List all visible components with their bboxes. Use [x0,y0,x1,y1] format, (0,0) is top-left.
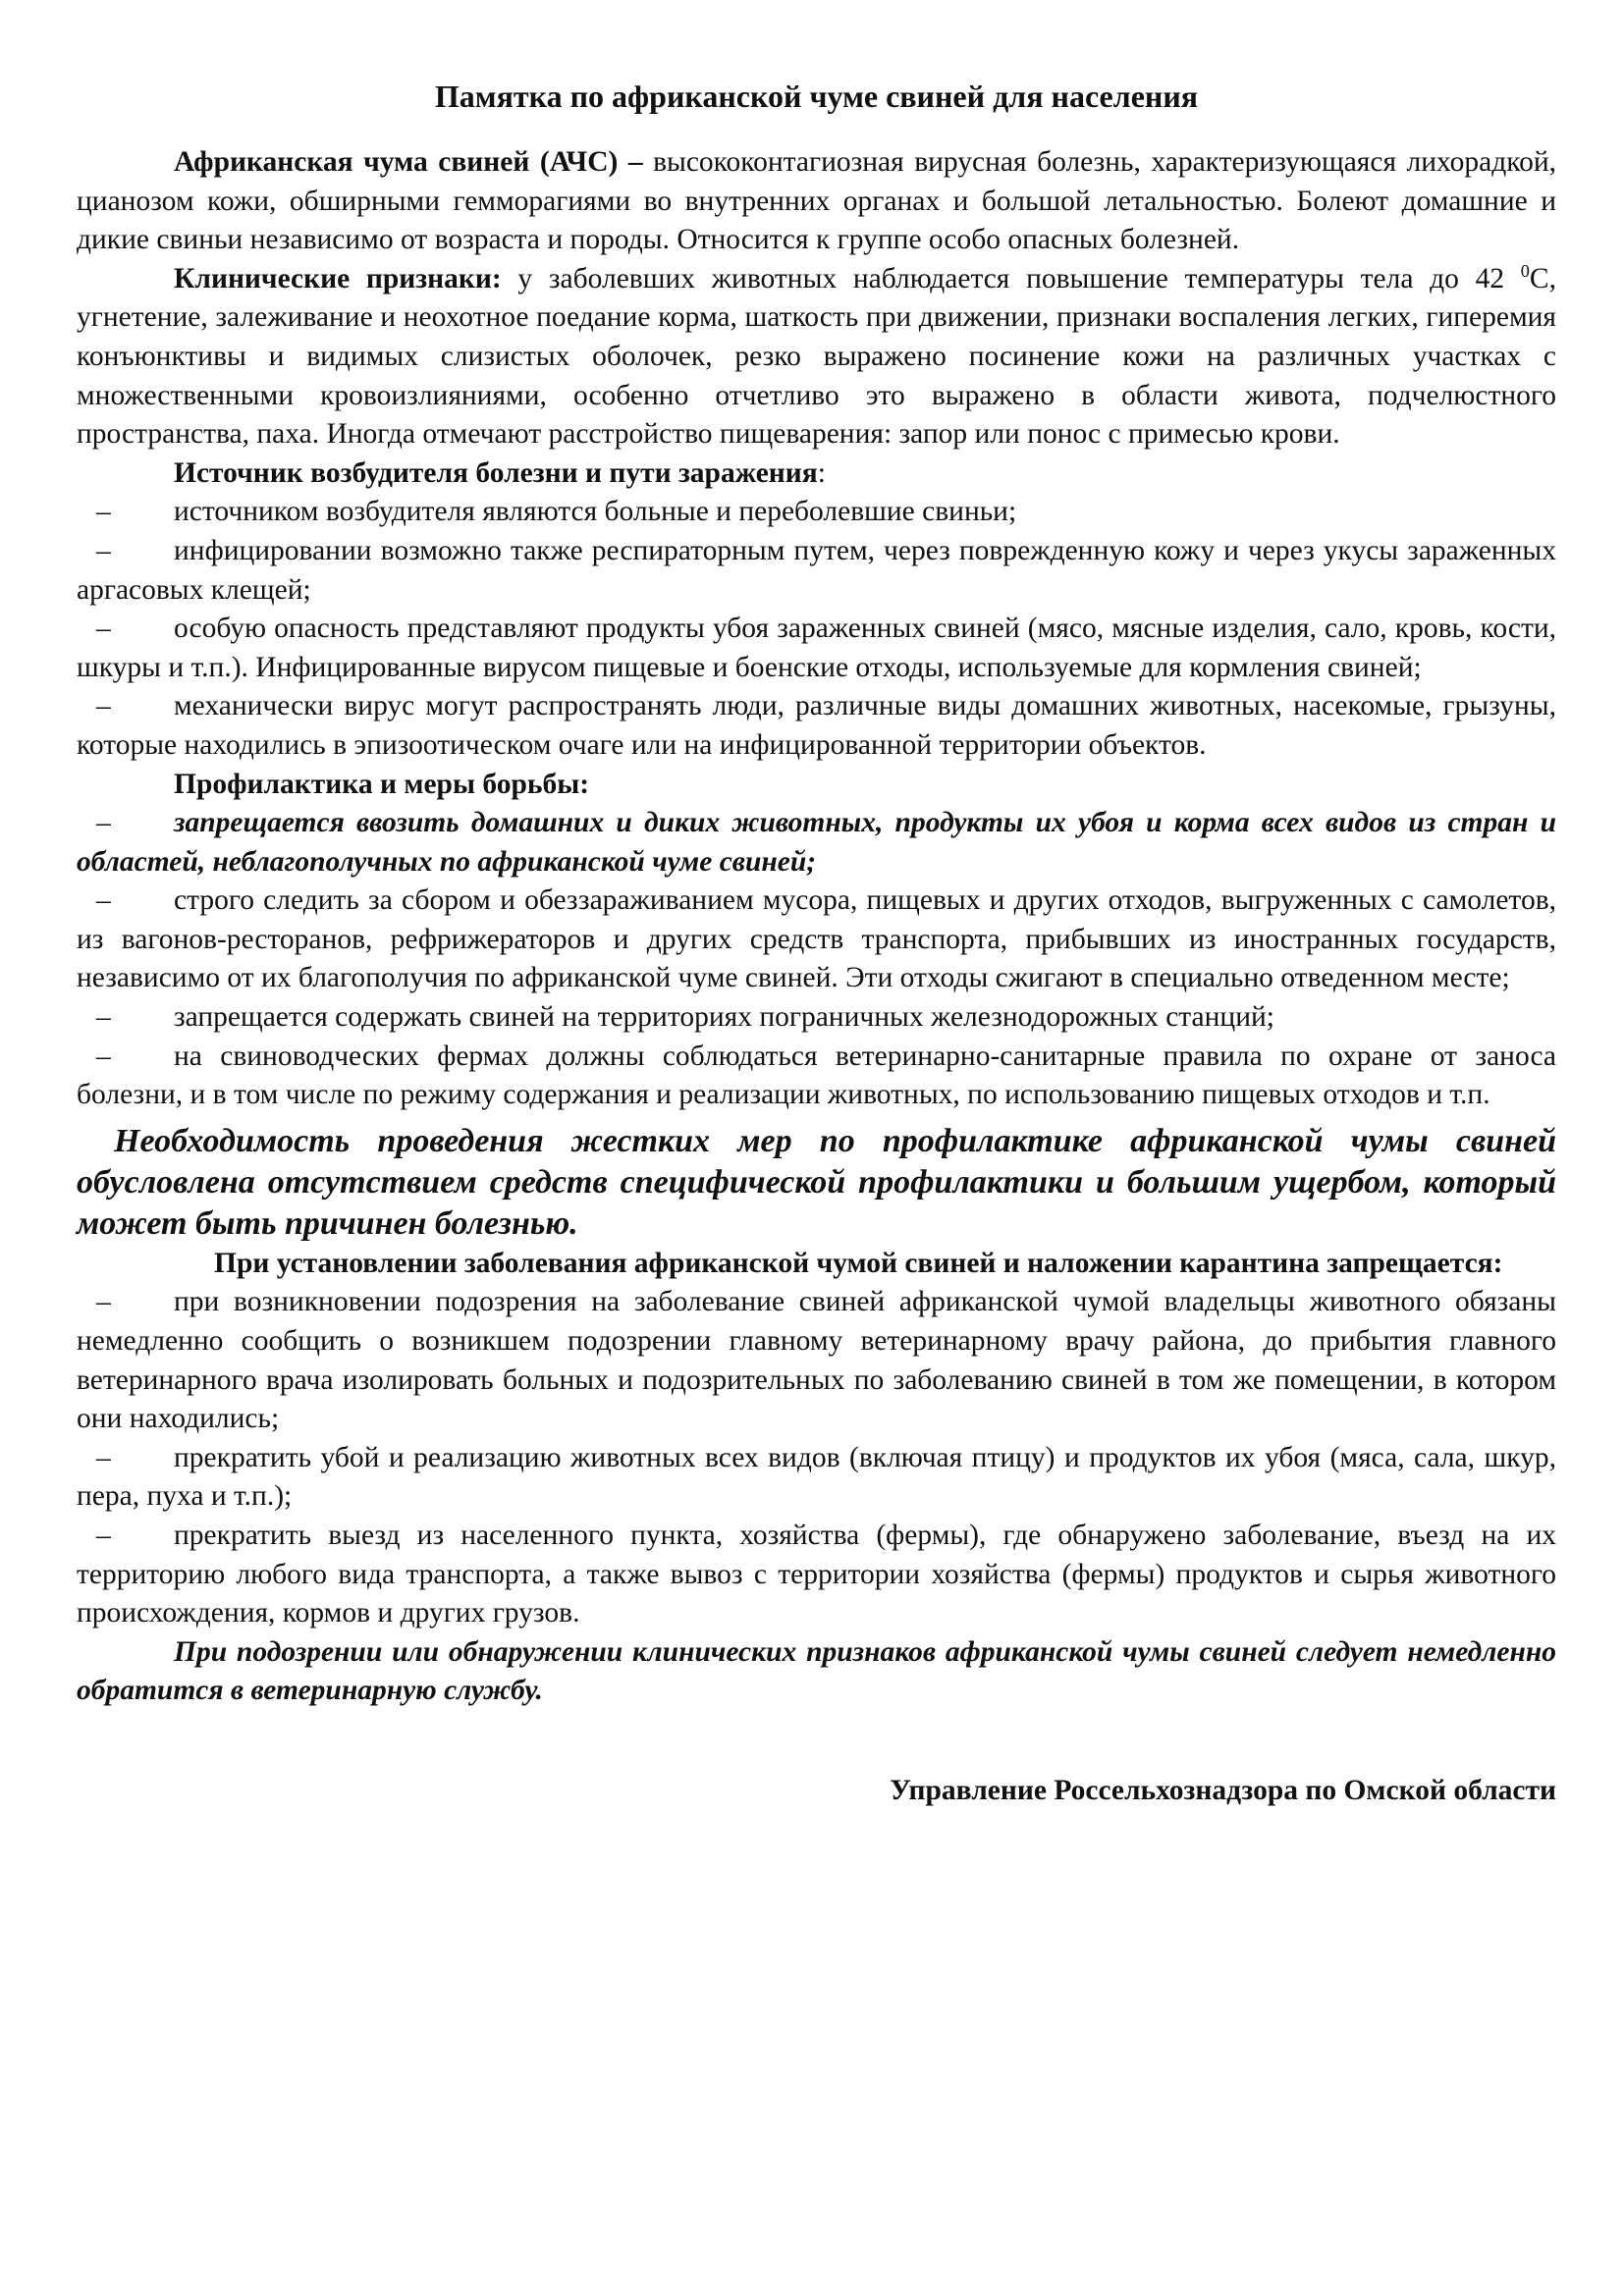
list-item-text: строго следить за сбором и обеззараживанием мусора, пищевых и других отходов, выгруженных с самолетов, из вагонов-ресторанов, рефрижераторов и других средств транспорта, прибывших из иностранных государств, независимо от их благополучия по африканской чуме свиней. Эти отходы сжигают в специально отведенном месте; [77,884,1556,994]
prevention-heading: Профилактика и меры борьбы: [174,768,590,800]
sources-list-item [77,610,1556,687]
quarantine-list-item [77,1283,1556,1438]
prevention-list-item [77,998,1556,1038]
dash-bullet: – [96,1286,111,1318]
list-item-text: особую опасность представляют продукты убоя зараженных свиней (мясо, мясные изделия, сало, кровь, кости, шкуры и т.п.). Инфицированные вирусом пищевые и боенские отходы, используемые для кормления свиней; [77,613,1556,683]
document-body [77,77,1556,1811]
sources-heading-colon: : [817,456,826,489]
clinical-signs-paragraph [77,260,1556,454]
dash-bullet: – [96,1441,111,1473]
dash-bullet: – [96,1040,111,1072]
sources-list-item [77,532,1556,610]
list-item-text: прекратить убой и реализацию животных всех видов (включая птицу) и продуктов их убоя (мяса, сала, шкур, пера, пуха и т.п.); [77,1441,1556,1513]
emphasis-statement: Необходимость проведения жестких мер по профилактике африканской чумы свиней обусловлена отсутствием средств специфической профилактики и большим ущербом, который может быть причинен болезнью. [77,1122,1556,1242]
sources-list-item [77,687,1556,765]
quarantine-list-item [77,1517,1556,1633]
dash-bullet: – [96,807,111,839]
clinical-signs-label: Клинические признаки: [174,262,502,294]
dash-bullet: – [96,1520,111,1551]
clinical-text-part2: С, угнетение, залеживание и неохотное поедание корма, шаткость при движении, признаки воспаления легких, гиперемия конъюнктивы и видимых слизистых оболочек, резко выражено посинение кожи на различных участках с множественными кровоизлияниями, особенно отчетливо это выражено в области живота, подчелюстного пространства, паха. Иногда отмечают расстройство пищеварения: запор или понос с примесью крови. [77,262,1556,451]
dash-bullet: – [96,690,111,722]
document-title: Памятка по африканской чуме свиней для населения [434,79,1199,114]
intro-paragraph [77,143,1556,260]
dash-bullet: – [96,884,111,917]
list-item-text: инфицировании возможно также респираторным путем, через поврежденную кожу и через укусы зараженных аргасовых клещей; [77,534,1556,606]
quarantine-list-item [77,1439,1556,1517]
list-item-text: механически вирус могут распространять люди, различные виды домашних животных, насекомые, грызуны, которые находились в эпизоотическом очаге или на инфицированной территории объектов. [77,690,1556,761]
list-item-text: запрещается ввозить домашних и диких животных, продукты их убоя и корма всех видов из стран и областей, неблагополучных по африканской чуме свиней; [77,807,1556,878]
sources-heading-text: Источник возбудителя болезни и пути заражения [174,456,818,489]
sources-heading [77,454,1556,494]
quarantine-heading: При установлении заболевания африканской чумой свиней и наложении карантина запрещается: [214,1247,1503,1279]
list-item-text: прекратить выезд из населенного пункта, хозяйства (фермы), где обнаружено заболевание, въезд на их территорию любого вида транспорта, а также вывоз с территории хозяйства (фермы) продуктов и сырья животного происхождения, кормов и других грузов. [77,1520,1556,1629]
intro-term: Африканская чума свиней (АЧС) – [174,146,643,178]
list-item-text: источником возбудителя являются больные и переболевшие свиньи; [174,496,1017,528]
list-item-text: при возникновении подозрения на заболевание свиней африканской чумой владельцы животного обязаны немедленно сообщить о возникшем подозрении главному ветеринарному врачу района, до прибытия главного ветеринарного врача изолировать больных и подозрительных по заболеванию свиней в том же помещении, в котором они находились; [77,1286,1556,1435]
prevention-list-item [77,881,1556,998]
intro-text: высококонтагиозная вирусная болезнь, характеризующаяся лихорадкой, цианозом кожи, обширными гемморагиями во внутренних органах и большой летальностью. Болеют домашние и дикие свиньи независимо от возраста и породы. Относится к группе особо опасных болезней. [77,146,1556,256]
sources-list-item [77,493,1556,532]
clinical-text-part1: у заболевших животных наблюдается повышение температуры тела до 42 [501,262,1521,294]
dash-bullet: – [96,613,111,645]
list-item-text: запрещается содержать свиней на территориях пограничных железнодорожных станций; [174,1001,1274,1034]
dash-bullet: – [96,496,111,528]
prevention-list-item-emphasized [77,804,1556,881]
degree-superscript: 0 [1520,260,1530,281]
final-note: При подозрении или обнаружении клинических признаков африканской чумы свиней следует немедленно обратится в ветеринарную службу. [77,1635,1556,1707]
dash-bullet: – [96,534,111,566]
signature: Управление Россельхознадзора по Омской области [890,1774,1556,1806]
dash-bullet: – [96,1001,111,1034]
list-item-text: на свиноводческих фермах должны соблюдаться ветеринарно-санитарные правила по охране от заноса болезни, и в том числе по режиму содержания и реализации животных, по использованию пищевых отходов и т.п. [77,1040,1556,1111]
prevention-list-item [77,1038,1556,1115]
